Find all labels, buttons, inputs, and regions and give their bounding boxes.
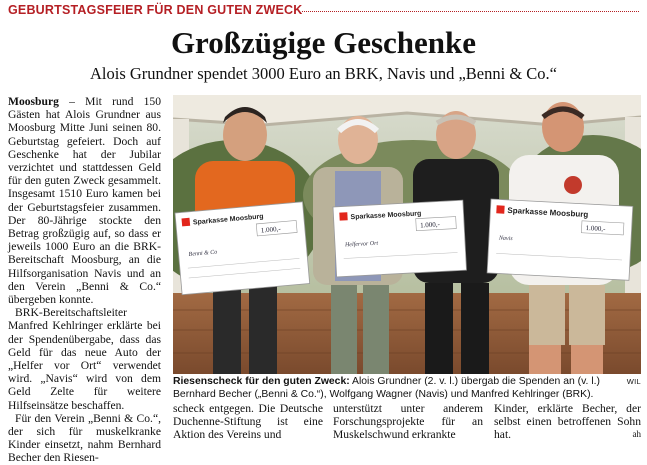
caption-text: Alois Grundner (2. v. l.) übergab die Spenden an (v. l.) Bernhard Becher („Benni & Co.“), Wolfgang Wagner (Navis) und Manfred Kehlringer (BRK). bbox=[173, 376, 600, 400]
photo-credit: WIL bbox=[626, 377, 641, 386]
check-2-amount: 1.000,- bbox=[419, 220, 441, 230]
photo-caption bbox=[173, 376, 641, 401]
check-3-amount: 1.000,- bbox=[585, 223, 606, 234]
dateline: Moosburg bbox=[8, 95, 59, 108]
caption-lead: Riesenscheck für den guten Zweck: bbox=[173, 376, 350, 387]
article-column-2 bbox=[173, 402, 323, 442]
check-3-payee: Navis bbox=[498, 235, 513, 243]
author-signature: ah bbox=[632, 429, 641, 440]
column-4-text: Kinder, erklärte Becher, der selbst einen betroffenen Sohn hat. bbox=[494, 402, 641, 442]
paragraph-3: Für den Verein „Benni & Co.“, der sich für muskelkranke Kinder einsetzt, nahm Bernhard Becher den Riesen- bbox=[8, 411, 161, 465]
kicker-rule bbox=[302, 11, 639, 12]
article-kicker: GEBURTSTAGSFEIER FÜR DEN GUTEN ZWECK bbox=[8, 3, 303, 17]
article-headline: Großzügige Geschenke bbox=[170, 25, 477, 60]
check-1 bbox=[175, 202, 310, 295]
article-subhead: Alois Grundner spendet 3000 Euro an BRK, Navis und „Benni & Co.“ bbox=[90, 64, 557, 83]
paragraph-1-text: – Mit rund 150 Gästen hat Alois Grundner aus Moosburg Mitte Juni seinen 80. Geburtstag gefeiert. Doch auf Geschenke hat der Jubilar verzichtet und stattdessen Geld für den guten Zweck gesammelt. Insgesamt 1510 Euro kamen bei der Geburtstagsfeier zusammen. Der 80-Jährige stockte den Betrag großzügig auf, so dass er jeweils 1000 Euro an die BRK-Bereitschaft Moosburg, an die Hilfsorganisation Navis und an den Verein „Benni & Co.“ übergeben konnte. bbox=[8, 95, 161, 307]
paragraph-1 bbox=[8, 95, 161, 306]
check-1-amount: 1.000,- bbox=[260, 224, 281, 235]
article-column-1 bbox=[8, 95, 161, 465]
article-column-4 bbox=[494, 402, 641, 442]
article-photo bbox=[173, 95, 641, 374]
check-2 bbox=[333, 200, 466, 277]
column-4-paragraph bbox=[494, 402, 641, 442]
check-3 bbox=[487, 199, 633, 280]
check-1-payee: Benni & Co bbox=[188, 249, 218, 258]
check-1-bank: Sparkasse Moosburg bbox=[192, 213, 264, 227]
article-column-3 bbox=[333, 402, 483, 442]
paragraph-2: BRK-Bereitschaftsleiter Manfred Kehlringer erklärte bei der Spendenübergabe, dass das Geld für das neue Auto der „Helfer vor Ort“ verwendet wird. „Navis“ wird von dem Geld Zelte für weitere Hilfseinsätze beschaffen. bbox=[8, 306, 161, 412]
column-2-text: scheck entgegen. Die Deutsche Duchenne-Stiftung ist eine Aktion des Vereins und bbox=[173, 402, 323, 442]
check-2-payee: Helfervor Ort bbox=[344, 240, 379, 249]
check-3-bank: Sparkasse Moosburg bbox=[507, 205, 589, 220]
column-3-text: unterstützt unter anderem Forschungsprojekte für an Muskelschwund erkrankte bbox=[333, 402, 483, 442]
check-2-bank: Sparkasse Moosburg bbox=[350, 210, 422, 222]
